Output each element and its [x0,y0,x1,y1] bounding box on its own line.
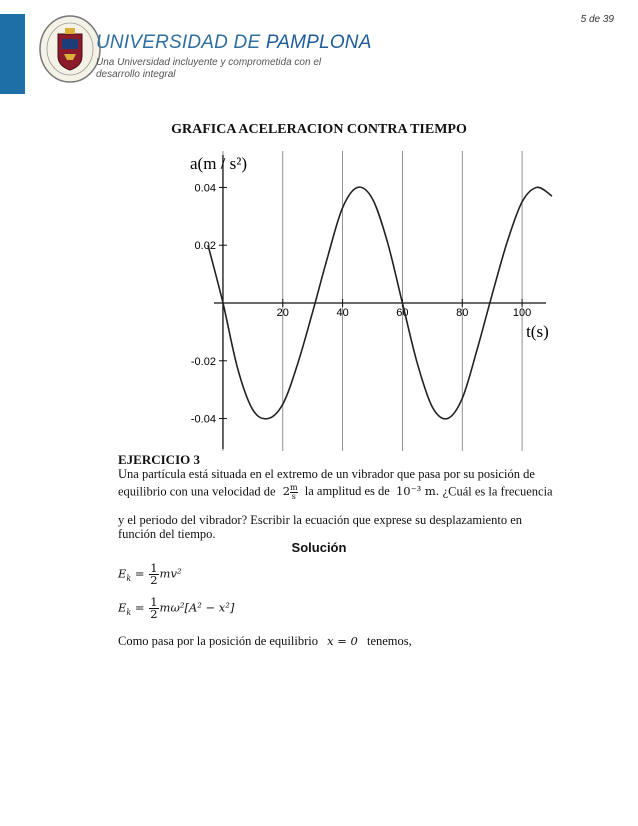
university-tagline: Una Universidad incluyente y comprometida con el desarrollo integral [96,57,322,80]
exercise-line-1: Una partícula está situada en el extremo de un vibrador que pasa por su posición de [118,467,535,481]
eq1-fraction [149,563,158,586]
chart-y-tick-label: 0.02 [194,240,216,253]
page-number: 5 de 39 [580,14,614,25]
eq2-frac-den: 2 [150,607,158,621]
university-name-part2: PAMPLONA [265,32,372,53]
chart-y-axis-label: a(m / s²) [190,154,248,173]
exercise-line-2 [118,484,553,501]
velocity-value: 2 [282,484,291,499]
exercise-line-3: y el periodo del vibrador? Escribir la ecuación que exprese su desplazamiento en [118,513,523,527]
university-name [96,32,372,54]
exercise-line-2c: ¿Cuál es la frecuencia [442,484,553,499]
equation-kinetic-energy-2: $E_k$ = $\frac{1}{2}$ mω²[A² − x²] [118,595,235,621]
eq1-frac-den: 2 [150,573,158,587]
eq2-lhs: E [118,600,127,615]
exercise-line-2a: equilibrio con una velocidad de [118,484,276,499]
exercise-title: EJERCICIO 3 [118,452,200,467]
chart-y-tick-label: -0.04 [190,413,216,426]
chart-x-tick-label: 100 [512,307,532,319]
amplitude-value: 10⁻³ m. [395,484,440,499]
eq2-sub: k [126,607,132,617]
exercise-line-4: función del tiempo. [118,527,216,541]
chart-y-tick-label: 0.04 [194,182,216,195]
solution-text-line [118,634,412,649]
chart-x-tick-label: 40 [336,307,349,319]
chart-x-tick-label: 20 [276,307,289,319]
velocity-unit-den: s [291,492,296,501]
solution-title: Solución [291,540,347,555]
eq1-rhs: mv² [159,566,182,581]
eq1-sub: k [126,573,132,583]
eq1-lhs: E [118,566,127,581]
header-accent-bar [0,14,25,94]
equilibrium-equation: x = 0 [327,634,358,648]
solution-text-b: tenemos, [366,634,412,648]
eq2-frac-num: 1 [150,595,158,609]
university-seal-logo [38,14,102,84]
eq2-fraction [149,597,158,620]
equation-kinetic-energy-1: $E_k$ = $\frac{1}{2}$ mv² [118,561,182,587]
chart-y-tick-label: -0.02 [190,355,216,368]
exercise-line-2b: la amplitud es de [304,484,390,499]
chart-x-tick-label: 60 [396,307,409,319]
eq2-rhs: mω²[A² − x²] [159,600,235,615]
university-name-part1: UNIVERSIDAD DE [96,32,266,53]
velocity-unit-num: m [290,483,298,492]
chart-x-axis-label: t(s) [526,322,549,341]
solution-text-a: Como pasa por la posición de equilibrio [118,634,318,648]
graph-title: GRAFICA ACELERACION CONTRA TIEMPO [171,122,467,137]
acceleration-time-chart [180,143,565,453]
chart-x-tick-label: 80 [456,307,469,319]
eq1-frac-num: 1 [150,561,158,575]
velocity-unit [290,484,298,501]
